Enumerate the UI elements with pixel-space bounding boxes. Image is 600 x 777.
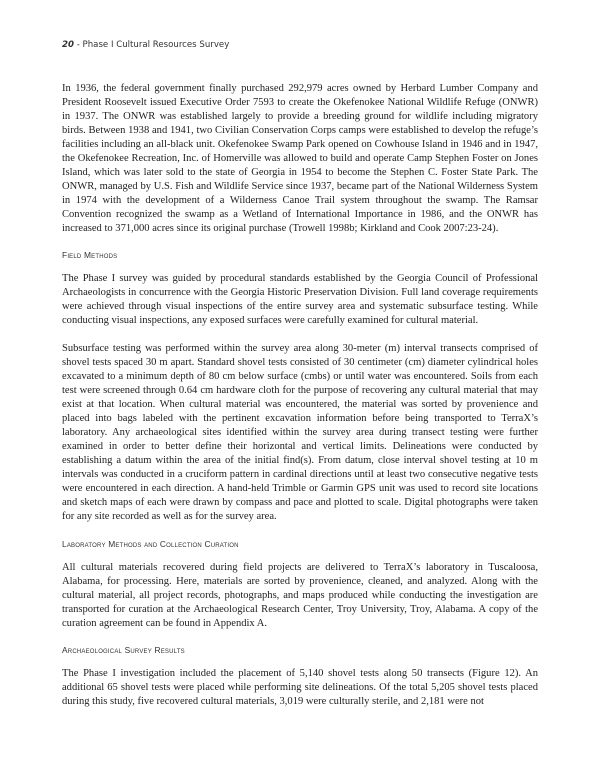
header-title: Phase I Cultural Resources Survey [82, 40, 230, 50]
paragraph-field-methods-2: Subsurface testing was performed within the survey area along 30-meter (m) interval transects comprised of shovel tests spaced 30 m apart. Standard shovel tests consisted of 30 centimeter (cm) diameter cylindrical holes excavated to a minimum depth of 80 cm below surface (cmbs) or until water was encountered. Soils from each test were screened through 0.64 cm hardware cloth for the purpose of recovering any cultural material that may exist at that location. When cultural material was encountered, the material was sorted by provenience and placed into bags labeled with the pertinent excavation information before being transported to TerraX’s laboratory. Any archaeological sites identified within the survey area during transect testing were further examined in order to better define their horizontal and vertical limits. Delineations were conducted by establishing a datum within the area of the initial find(s). From datum, close interval shovel testing at 10 m intervals was conducted in a cruciform pattern in cardinal directions until at least two consecutive negative tests were encountered in each direction. A hand-held Trimble or Garmin GPS unit was used to record site locations and sketch maps of each were drawn by compass and pace and plotted to scale. Digital photographs were taken for any site recorded as well as for the survey area. [62, 343, 538, 522]
paragraph-results: The Phase I investigation included the placement of 5,140 shovel tests along 50 transects (Figure 12). An additional 65 shovel tests were placed while performing site delineations. Of the total 5,205 shovel tests placed during this study, five recovered cultural materials, 3,019 were culturally sterile, and 2,181 were not [62, 668, 538, 708]
body-text [62, 82, 538, 723]
paragraph-field-methods-1: The Phase I survey was guided by procedural standards established by the Georgia Council of Professional Archaeologists in concurrence with the Georgia Historic Preservation Division. Full land coverage requirements were achieved through visual inspections of the entire survey area and systematic subsurface testing. While conducting visual inspections, any exposed surfaces were carefully examined for cultural material. [62, 273, 538, 327]
paragraph-intro: In 1936, the federal government finally purchased 292,979 acres owned by Herbard Lumber Company and President Roosevelt issued Executive Order 7593 to create the Okefenokee National Wildlife Refuge (ONWR) in 1937. The ONWR was established largely to provide a breeding ground for wildlife including migratory birds. Between 1938 and 1941, two Civilian Conservation Corps camps were established to develop the refuge’s facilities including an all-black unit. Okefenokee Swamp Park opened on Cowhouse Island in 1946 and in 1947, the Okefenokee Recreation, Inc. of Homerville was allowed to build and operate Camp Stephen Foster on Jones Island, which was later sold to the state of Georgia in 1954 to become the Stephen C. Foster State Park. The ONWR, managed by U.S. Fish and Wildlife Service since 1937, became part of the National Wilderness System in 1974 with the development of a Wilderness Canoe Trail system throughout the swamp. The Ramsar Convention recognized the swamp as a Wetland of International Importance in 1986, and the ONWR has increased to 371,000 acres since its original purchase (Trowell 1998b; Kirkland and Cook 2007:23-24). [62, 83, 538, 234]
paragraph-lab-methods: All cultural materials recovered during field projects are delivered to TerraX’s laboratory in Tuscaloosa, Alabama, for processing. Here, materials are sorted by provenience, cleaned, and analyzed. Along with the cultural material, all project records, photographs, and maps produced while conducting the investigation are transported for curation at the Archaeological Research Center, Troy University, Troy, Alabama. A copy of the curation agreement can be found in Appendix A. [62, 561, 538, 629]
heading-field-methods: Field Methods [62, 250, 118, 261]
running-header [62, 40, 229, 50]
heading-results: Archaeological Survey Results [62, 645, 185, 656]
page-number: 20 [62, 40, 74, 50]
heading-lab-methods: Laboratory Methods and Collection Curation [62, 538, 239, 549]
header-separator: - [73, 40, 83, 50]
